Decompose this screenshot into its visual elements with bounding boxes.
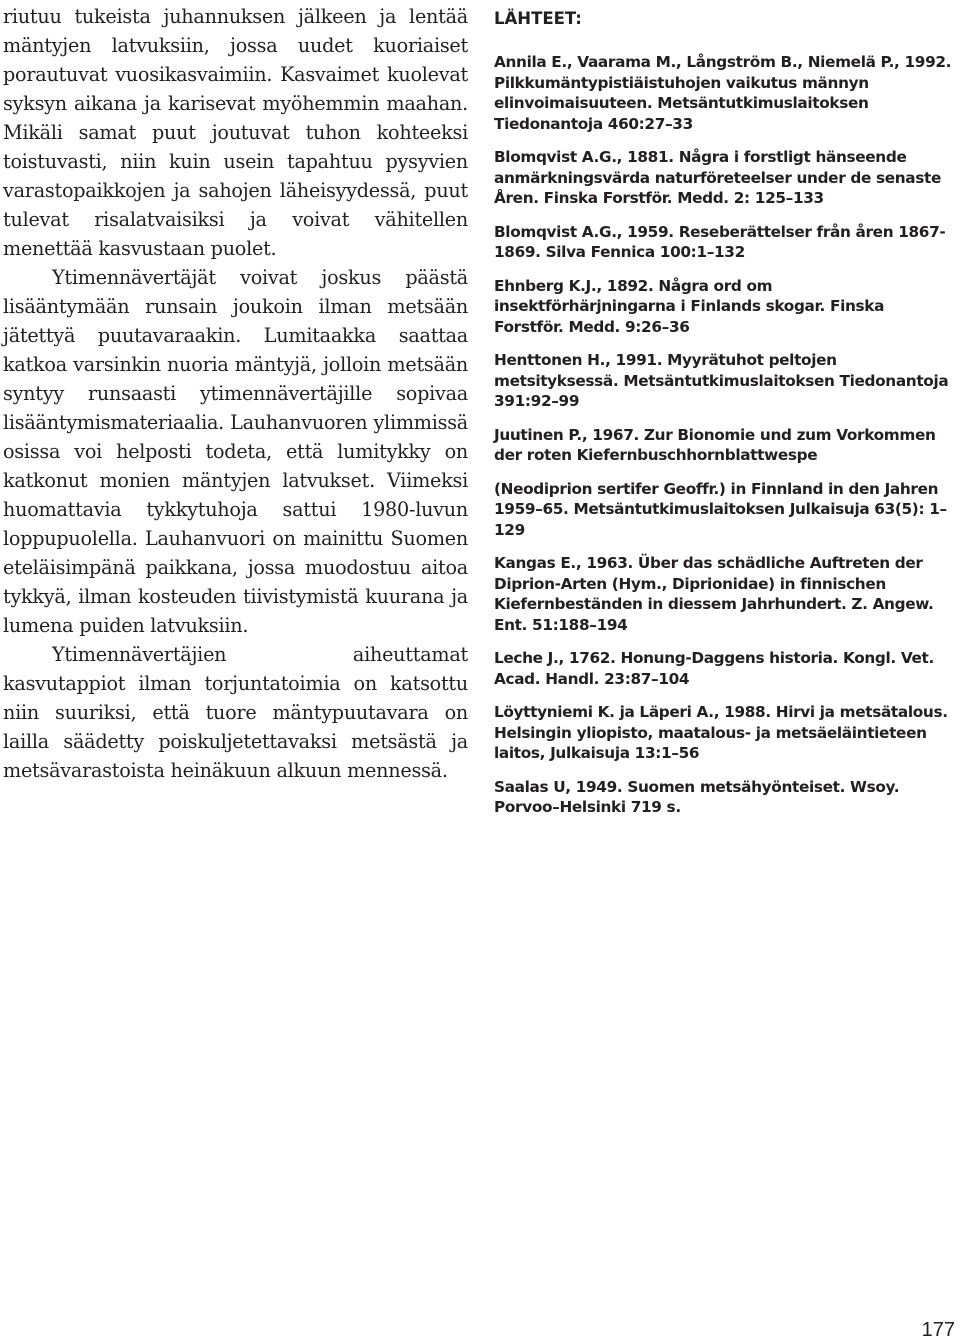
body-paragraph: Ytimennävertäjät voivat joskus päästä lisääntymään runsain joukoin ilman metsään jätettyä puutavaraakin. Lumitaakka saattaa katkoa varsinkin nuoria mäntyjä, jolloin metsään syntyy runsaasti ytimennävertäjille sopivaa lisääntymismateriaalia. Lauhanvuoren ylimmissä osissa voi helposti todeta, että lumitykky on katkonut monien mäntyjen latvukset. Viimeksi huomattavia tykkytuhoja sattui 1980-luvun loppupuolella. Lauhanvuori on mainittu Suomen eteläisimpänä paikkana, jossa muodostuu aitoa tykkyä, ilman kosteuden tiivistymistä kuurana ja lumena puiden latvuksiin.	[3, 266, 468, 637]
body-paragraph: riutuu tukeista juhannuksen jälkeen ja lentää mäntyjen latvuksiin, jossa uudet kuoriaiset porautuvat vuosikasvaimiin. Kasvaimet kuolevat syksyn aikana ja karisevat myöhemmin maahan. Mikäli samat puut joutuvat tuhon kohteeksi toistuvasti, niin kuin usein tapahtuu pysyvien varastopaikkojen ja sahojen läheisyydessä, puut tulevat risalatvaisiksi ja voivat vähitellen menettää kasvustaan puolet.	[3, 5, 468, 260]
reference-item: Blomqvist A.G., 1959. Reseberättelser från åren 1867-1869. Silva Fennica 100:1–132	[494, 222, 946, 261]
reference-item: Juutinen P., 1967. Zur Bionomie und zum Vorkommen der roten Kiefernbuschhornblattwespe	[494, 425, 936, 464]
reference-item: Löyttyniemi K. ja Läperi A., 1988. Hirvi ja metsätalous. Helsingin yliopisto, maatalous- ja metsäeläintieteen laitos, Julkaisuja 13:1–56	[494, 703, 948, 762]
reference-item: Ehnberg K.J., 1892. Några ord om insektförhärjningarna i Finlands skogar. Finska Forstför. Medd. 9:26–36	[494, 276, 885, 336]
body-paragraph: Ytimennävertäjien aiheuttamat kasvutappiot ilman torjuntatoimia on katsottu niin suuriksi, että tuore mäntypuutavara on lailla säädetty poiskuljetettavaksi metsästä ja metsävarastoista heinäkuun alkuun mennessä.	[3, 643, 468, 782]
reference-item: Henttonen H., 1991. Myyrätuhot peltojen metsityksessä. Metsäntutkimuslaitoksen Tiedonantoja 391:92–99	[494, 351, 949, 410]
body-text-column	[3, 2, 468, 785]
reference-item: Saalas U, 1949. Suomen metsähyönteiset. Wsoy. Porvoo–Helsinki 719 s.	[494, 777, 900, 816]
page-number: 177	[921, 1319, 955, 1341]
reference-item: Blomqvist A.G., 1881. Några i forstligt hänseende anmärkningsvärda naturföreteelser under de senaste Åren. Finska Forstför. Medd. 2: 125–133	[494, 148, 942, 207]
reference-item: Kangas E., 1963. Über das schädliche Auftreten der Diprion-Arten (Hym., Diprionidae) in finnischen Kiefernbeständen in diessem Jahrhundert. Z. Angew. Ent. 51:188–194	[494, 554, 934, 634]
reference-item: Leche J., 1762. Honung-Daggens historia. Kongl. Vet. Acad. Handl. 23:87–104	[494, 649, 934, 688]
reference-item: Annila E., Vaarama M., Långström B., Niemelä P., 1992. Pilkkumäntypistiäistuhojen vaikutus männyn elinvoimaisuuteen. Metsäntutkimuslaitoksen Tiedonantoja 460:27–33	[494, 53, 952, 133]
reference-item: (Neodiprion sertifer Geoffr.) in Finnland in den Jahren 1959–65. Metsäntutkimuslaitoksen Julkaisuja 63(5): 1–129	[494, 479, 947, 539]
references-column	[494, 8, 952, 831]
references-heading: LÄHTEET:	[494, 9, 582, 28]
